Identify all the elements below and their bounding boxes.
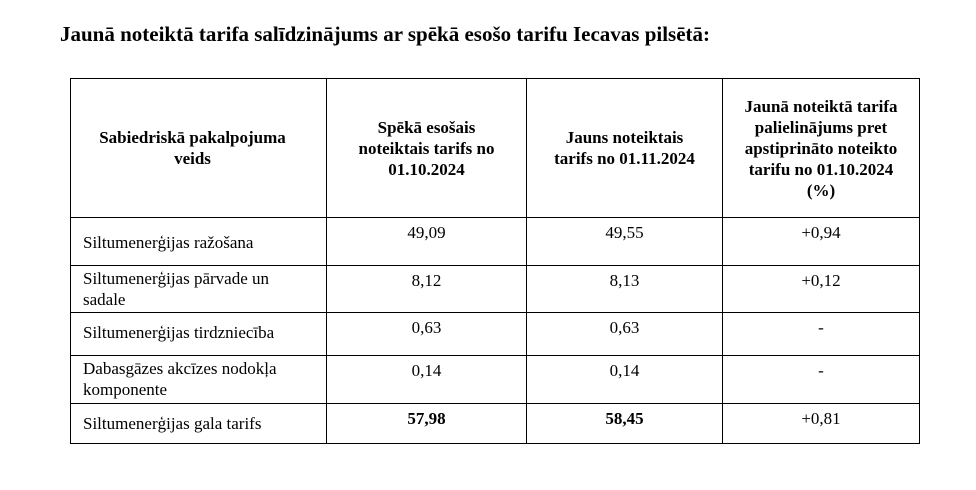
table-row [71, 313, 920, 356]
cell-service: Dabasgāzes akcīzes nodokļa komponente [71, 356, 327, 404]
cell-current-tariff: 0,14 [327, 356, 527, 404]
header-current-tariff: Spēkā esošais noteiktais tarifs no 01.10.2024 [327, 79, 527, 218]
cell-new-tariff: 8,13 [527, 266, 723, 313]
cell-current-tariff: 0,63 [327, 313, 527, 356]
cell-current-tariff: 49,09 [327, 218, 527, 266]
table-row [71, 404, 920, 444]
table-row [71, 218, 920, 266]
cell-current-tariff: 8,12 [327, 266, 527, 313]
header-tariff-increase: Jaunā noteiktā tarifa palielinājums pret apstiprināto noteikto tarifu no 01.10.2024 (%) [723, 79, 920, 218]
cell-increase: +0,12 [723, 266, 920, 313]
table-row [71, 356, 920, 404]
cell-new-tariff: 58,45 [527, 404, 723, 444]
cell-new-tariff: 0,14 [527, 356, 723, 404]
cell-new-tariff: 49,55 [527, 218, 723, 266]
cell-service: Siltumenerģijas tirdzniecība [71, 313, 327, 356]
cell-current-tariff: 57,98 [327, 404, 527, 444]
table-header-row [71, 79, 920, 218]
header-service-type: Sabiedriskā pakalpojuma veids [71, 79, 327, 218]
cell-increase: +0,81 [723, 404, 920, 444]
page-title: Jaunā noteiktā tarifa salīdzinājums ar spēkā esošo tarifu Iecavas pilsētā: [60, 22, 711, 46]
tariff-comparison-table [70, 78, 920, 444]
cell-increase: - [723, 356, 920, 404]
header-new-tariff: Jauns noteiktais tarifs no 01.11.2024 [527, 79, 723, 218]
cell-service: Siltumenerģijas ražošana [71, 218, 327, 266]
cell-increase: - [723, 313, 920, 356]
table-row [71, 266, 920, 313]
cell-service: Siltumenerģijas gala tarifs [71, 404, 327, 444]
cell-service: Siltumenerģijas pārvade un sadale [71, 266, 327, 313]
cell-new-tariff: 0,63 [527, 313, 723, 356]
cell-increase: +0,94 [723, 218, 920, 266]
